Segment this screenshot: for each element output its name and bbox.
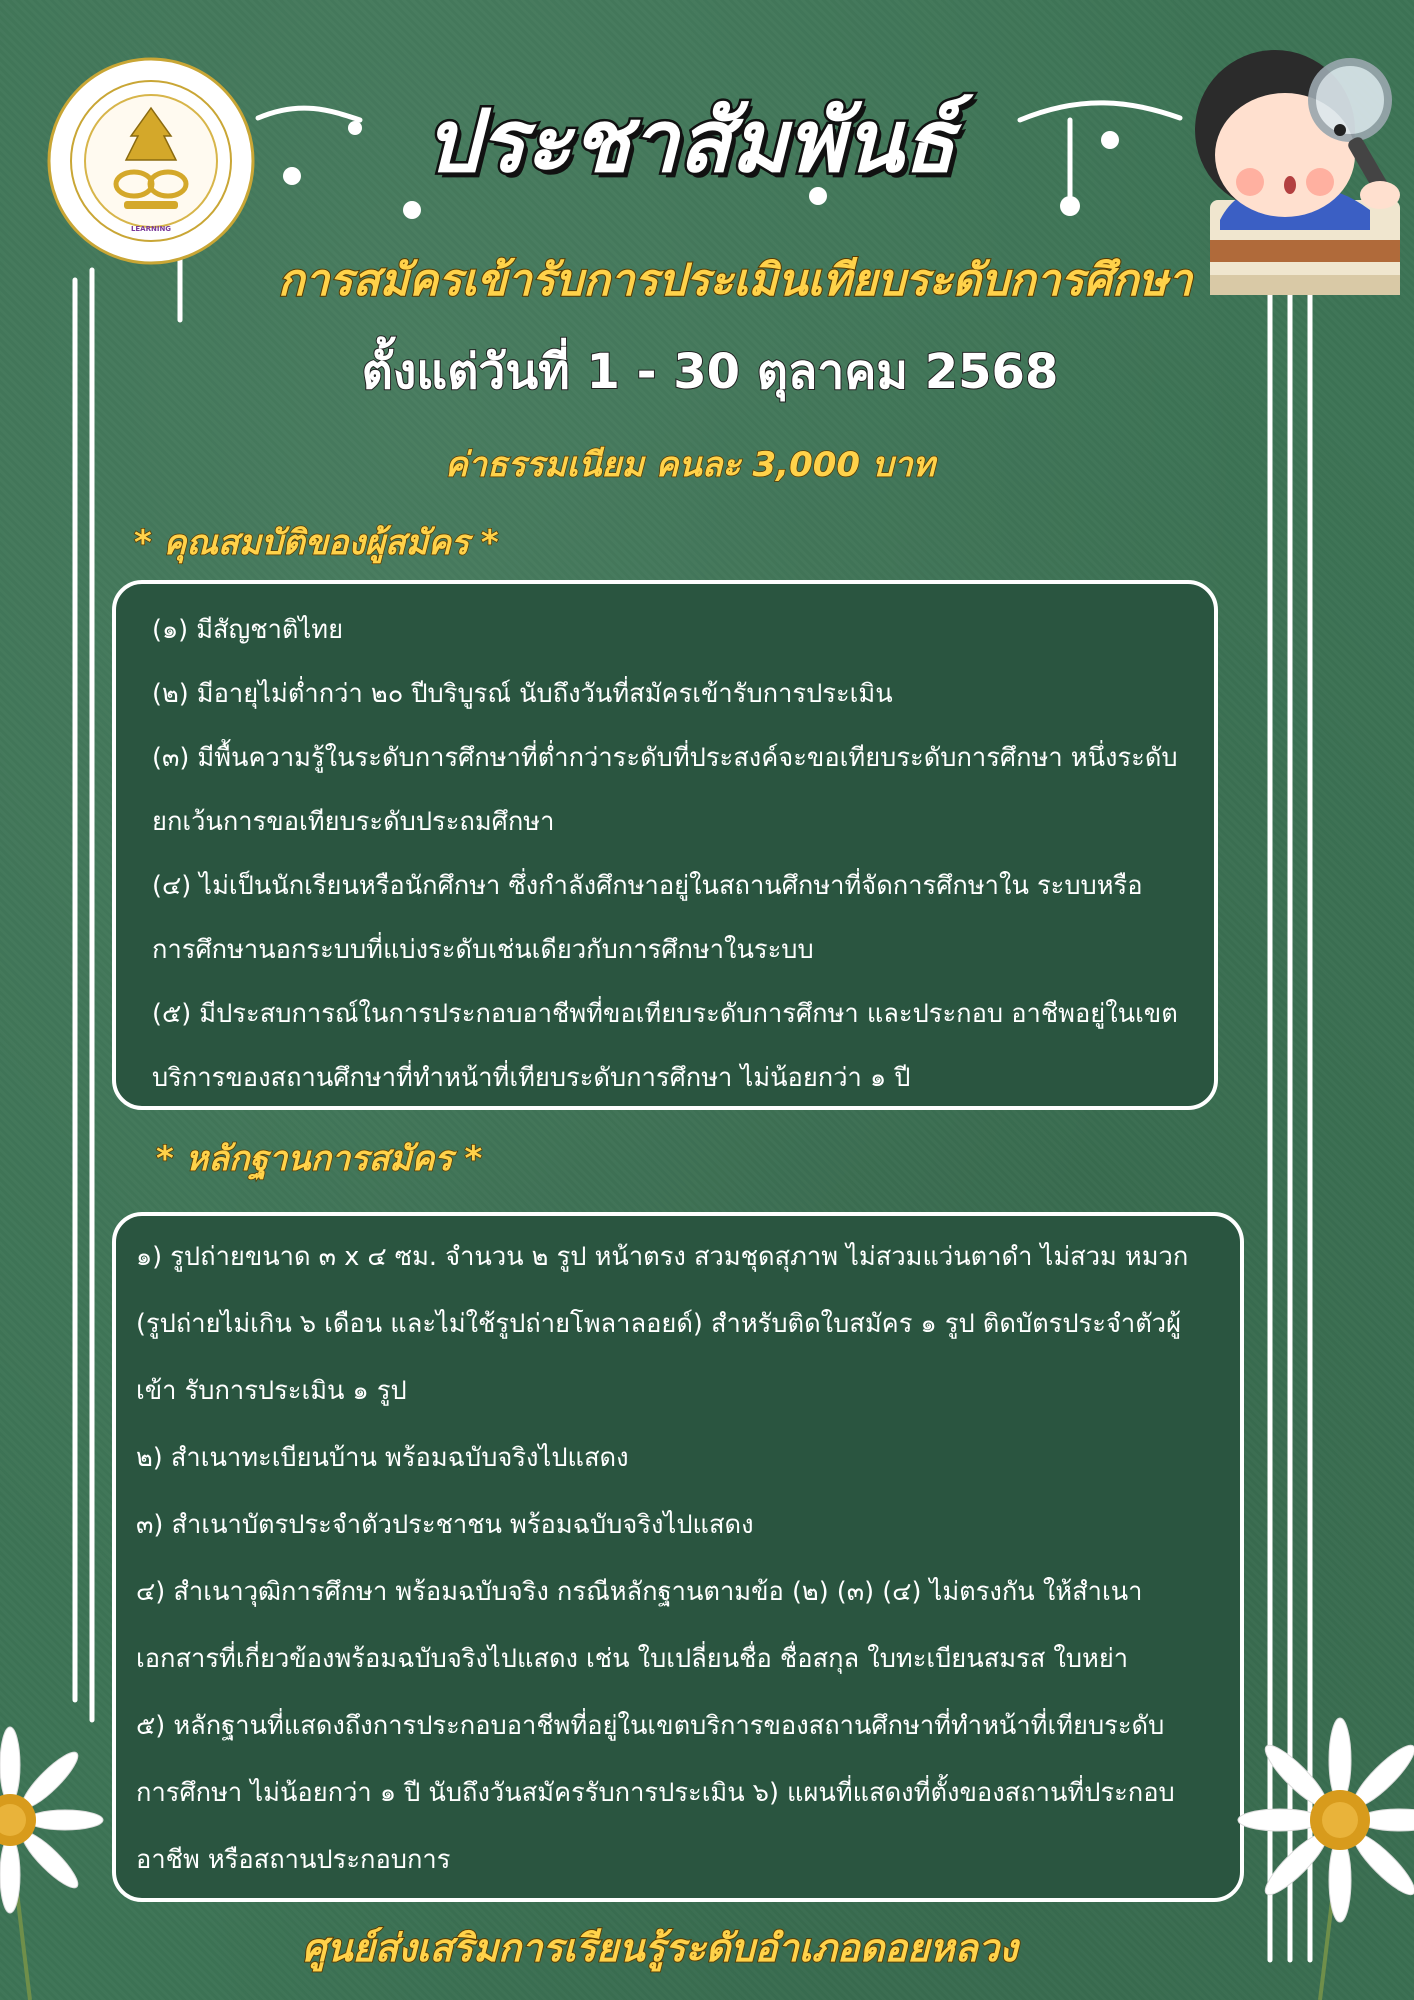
document-line: ๓) สำเนาบัตรประจำตัวประชาชน พร้อมฉบับจริงไปแสดง xyxy=(136,1510,754,1540)
document-line: ๔) สำเนาวุฒิการศึกษา พร้อมฉบับจริง กรณีหลักฐานตามข้อ (๒) (๓) (๔) ไม่ตรงกัน ให้สำเนา xyxy=(136,1577,1143,1607)
documents-box xyxy=(112,1212,1244,1902)
qualifications-heading: * คุณสมบัติของผู้สมัคร * xyxy=(134,523,499,563)
document-line: ๑) รูปถ่ายขนาด ๓ x ๔ ซม. จำนวน ๒ รูป หน้าตรง สวมชุดสุภาพ ไม่สวมแว่นตาดำ ไม่สวม หมวก xyxy=(136,1242,1189,1272)
qualification-line: (๓) มีพื้นความรู้ในระดับการศึกษาที่ต่ำกว่าระดับที่ประสงค์จะขอเทียบระดับการศึกษา หนึ่งระดับ xyxy=(152,743,1178,773)
department-seal-icon xyxy=(46,56,256,266)
qualification-line: การศึกษานอกระบบที่แบ่งระดับเช่นเดียวกับการศึกษาในระบบ xyxy=(152,935,814,965)
qualification-line: ยกเว้นการขอเทียบระดับประถมศึกษา xyxy=(152,807,555,837)
date-range: ตั้งแต่วันที่ 1 - 30 ตุลาคม 2568 xyxy=(361,344,1059,400)
document-line: ๒) สำเนาทะเบียนบ้าน พร้อมฉบับจริงไปแสดง xyxy=(136,1443,629,1473)
qualification-line: บริการของสถานศึกษาที่ทำหน้าที่เทียบระดับการศึกษา ไม่น้อยกว่า ๑ ปี xyxy=(152,1063,911,1093)
document-line: เอกสารที่เกี่ยวข้องพร้อมฉบับจริงไปแสดง เช่น ใบเปลี่ยนชื่อ ชื่อสกุล ใบทะเบียนสมรส ใบหย่า xyxy=(136,1644,1129,1674)
document-line: (รูปถ่ายไม่เกิน ๖ เดือน และไม่ใช้รูปถ่ายโพลาลอยด์) สำหรับติดใบสมัคร ๑ รูป ติดบัตรประจำตัวผู้ xyxy=(136,1309,1182,1339)
document-line: ๕) หลักฐานที่แสดงถึงการประกอบอาชีพที่อยู่ในเขตบริการของสถานศึกษาที่ทำหน้าที่เทียบระดับ xyxy=(136,1711,1165,1741)
document-line: อาชีพ หรือสถานประกอบการ xyxy=(136,1845,451,1875)
subtitle: การสมัครเข้ารับการประเมินเทียบระดับการศึกษา xyxy=(277,255,1193,306)
qualification-line: (๕) มีประสบการณ์ในการประกอบอาชีพที่ขอเทียบระดับการศึกษา และประกอบ อาชีพอยู่ในเขต xyxy=(152,999,1178,1029)
footer-organization: ศูนย์ส่งเสริมการเรียนรู้ระดับอำเภอดอยหลวง xyxy=(302,1926,1018,1970)
qualifications-box xyxy=(112,580,1218,1110)
svg-text:LEARNING: LEARNING xyxy=(130,225,172,233)
qualification-line: (๔) ไม่เป็นนักเรียนหรือนักศึกษา ซึ่งกำลังศึกษาอยู่ในสถานศึกษาที่จัดการศึกษาใน ระบบหรือ xyxy=(152,871,1143,901)
document-line: การศึกษา ไม่น้อยกว่า ๑ ปี นับถึงวันสมัครรับการประเมิน ๖) แผนที่แสดงที่ตั้งของสถานที่ประกอบ xyxy=(136,1778,1175,1808)
fee-text: ค่าธรรมเนียม คนละ 3,000 บาท xyxy=(445,445,935,485)
qualification-line: (๒) มีอายุไม่ต่ำกว่า ๒๐ ปีบริบูรณ์ นับถึงวันที่สมัครเข้ารับการประเมิน xyxy=(152,679,893,709)
main-title: ประชาสัมพันธ์ xyxy=(424,92,956,192)
daisy-flower-icon xyxy=(0,1700,130,2000)
documents-heading: * หลักฐานการสมัคร * xyxy=(156,1139,483,1179)
daisy-flower-icon xyxy=(1230,1690,1414,2000)
document-line: เข้า รับการประเมิน ๑ รูป xyxy=(136,1376,407,1406)
qualification-line: (๑) มีสัญชาติไทย xyxy=(152,615,344,645)
